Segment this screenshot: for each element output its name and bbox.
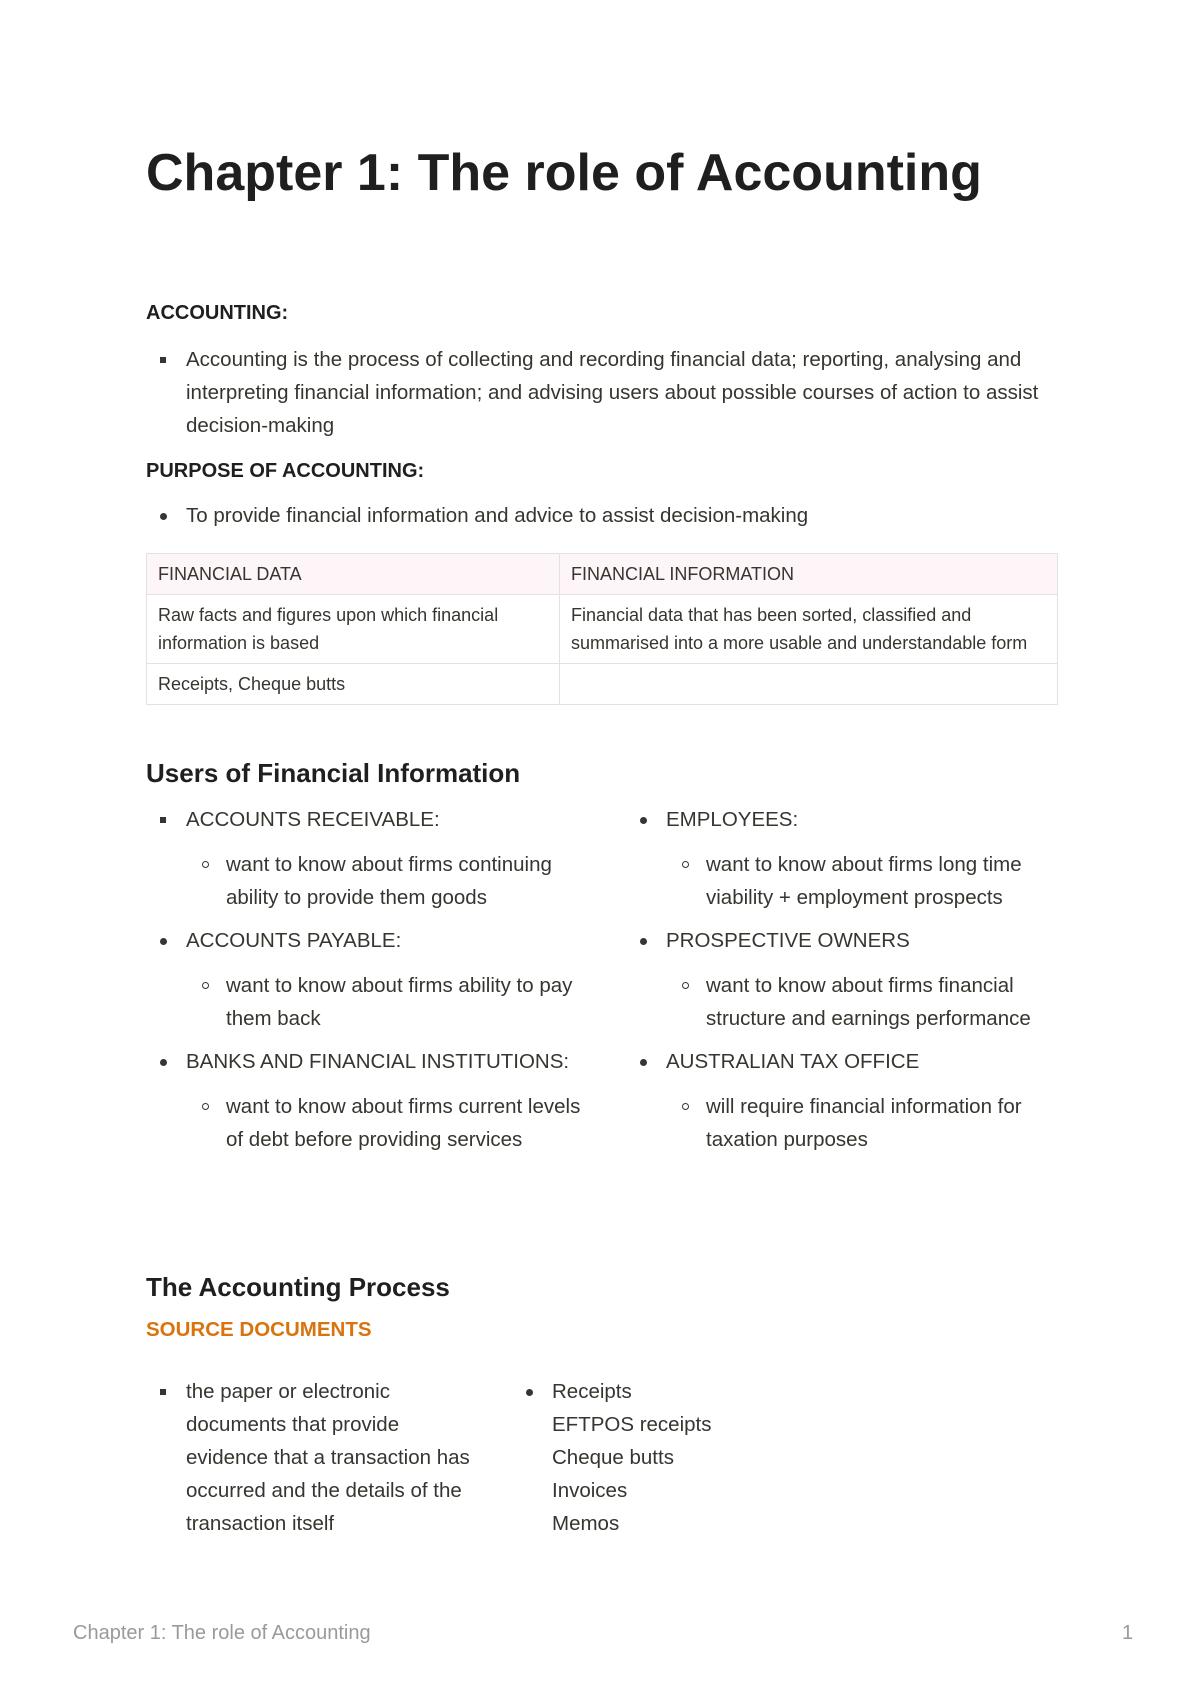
user-item — [666, 1045, 1066, 1156]
accounting-list — [186, 343, 1056, 442]
source-documents-definition: the paper or electronic documents that provide evidence that a transaction has occurred and the details of the transaction itself — [186, 1375, 476, 1540]
user-detail: will require financial information for taxation purposes — [706, 1090, 1066, 1156]
user-detail: want to know about firms ability to pay them back — [226, 969, 586, 1035]
user-name: ACCOUNTS RECEIVABLE: — [186, 808, 440, 831]
user-item — [666, 803, 1066, 914]
example-item: Memos — [552, 1512, 620, 1535]
source-documents-examples-list — [552, 1375, 952, 1540]
example-item: Cheque butts — [552, 1446, 674, 1469]
source-documents-heading: SOURCE DOCUMENTS — [146, 1318, 372, 1341]
user-item — [186, 924, 586, 1035]
example-item: EFTPOS receipts — [552, 1413, 712, 1436]
user-detail: want to know about firms current levels of debt before providing services — [226, 1090, 586, 1156]
users-heading: Users of Financial Information — [146, 758, 521, 788]
table-cell: Financial data that has been sorted, classified and summarised into a more usable and understandable form — [560, 595, 1058, 664]
table-cell: Raw facts and figures upon which financial information is based — [147, 595, 560, 664]
table-header-row — [147, 554, 1058, 595]
example-item: Invoices — [552, 1479, 628, 1502]
purpose-label: PURPOSE OF ACCOUNTING: — [146, 460, 425, 482]
users-right-list — [666, 803, 1066, 1156]
user-item — [666, 924, 1066, 1035]
table-header-cell: FINANCIAL DATA — [147, 554, 560, 595]
table-row — [147, 595, 1058, 664]
user-name: ACCOUNTS PAYABLE: — [186, 929, 402, 952]
user-item — [186, 803, 586, 914]
user-name: EMPLOYEES: — [666, 808, 799, 831]
source-documents-definition-list — [186, 1375, 476, 1540]
financial-data-table — [146, 553, 1058, 705]
table-header-cell: FINANCIAL INFORMATION — [560, 554, 1058, 595]
page-title: Chapter 1: The role of Accounting — [146, 144, 982, 202]
user-name: AUSTRALIAN TAX OFFICE — [666, 1050, 920, 1073]
user-name: PROSPECTIVE OWNERS — [666, 929, 910, 952]
process-heading: The Accounting Process — [146, 1272, 450, 1302]
accounting-definition: Accounting is the process of collecting and recording financial data; reporting, analysing and interpreting financial information; and advising users about possible courses of action to assist decision-making — [186, 343, 1056, 442]
users-left-list — [186, 803, 586, 1156]
table-cell — [560, 664, 1058, 705]
footer-title: Chapter 1: The role of Accounting — [73, 1622, 371, 1644]
table-cell: Receipts, Cheque butts — [147, 664, 560, 705]
page-number: 1 — [1122, 1622, 1134, 1644]
accounting-label: ACCOUNTING: — [146, 302, 289, 324]
user-detail: want to know about firms continuing ability to provide them goods — [226, 848, 586, 914]
example-item: Receipts — [552, 1380, 632, 1403]
purpose-text: To provide financial information and advice to assist decision-making — [186, 499, 1056, 532]
purpose-list — [186, 499, 1056, 532]
user-name: BANKS AND FINANCIAL INSTITUTIONS: — [186, 1050, 570, 1073]
user-detail: want to know about firms long time viability + employment prospects — [706, 848, 1066, 914]
user-detail: want to know about firms financial structure and earnings performance — [706, 969, 1066, 1035]
source-documents-examples — [552, 1375, 952, 1540]
table-row — [147, 664, 1058, 705]
user-item — [186, 1045, 586, 1156]
